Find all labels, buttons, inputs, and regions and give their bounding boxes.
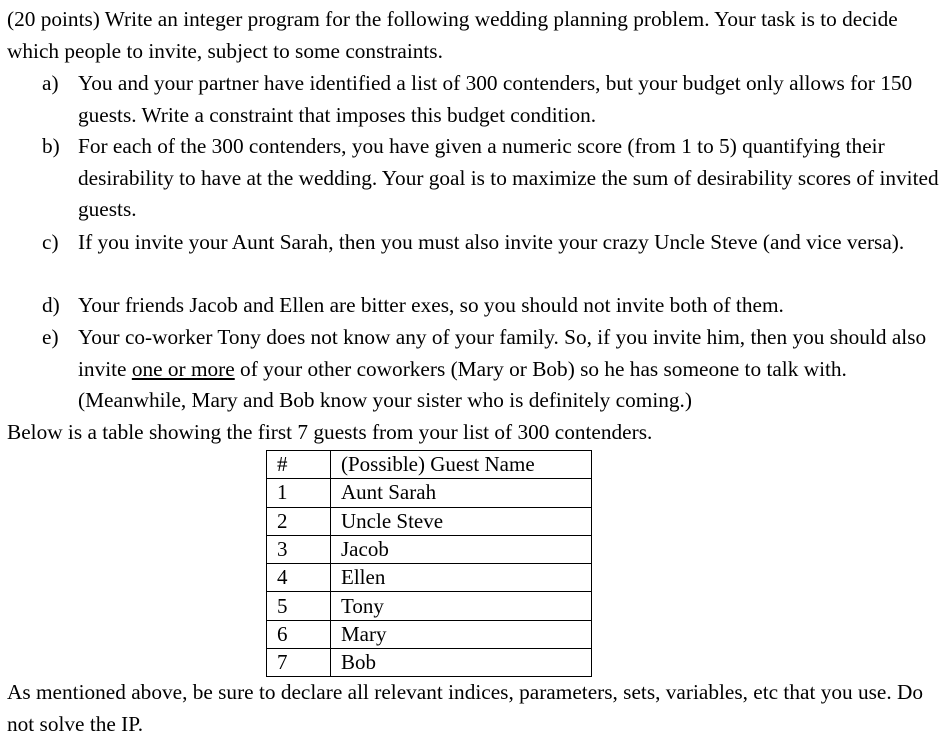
table-header-row: [267, 451, 592, 479]
guest-number: 5: [267, 592, 331, 620]
part-e-label: e): [42, 325, 59, 349]
table-row: [267, 535, 592, 563]
table-row: [267, 649, 592, 677]
part-e-text-before: Your co-worker Tony does not know any of your family. So, if you invite him, then you should also invite: [78, 325, 927, 381]
part-c: [42, 227, 942, 259]
part-e: [42, 322, 942, 417]
guest-number: 6: [267, 620, 331, 648]
part-a-text: You and your partner have identified a list of 300 contenders, but your budget only allows for 150 guests. Write a constraint that imposes this budget condition.: [78, 71, 913, 127]
table-header-number: #: [267, 451, 331, 479]
guest-name: Ellen: [331, 564, 592, 592]
guest-number: 3: [267, 535, 331, 563]
part-a-label: a): [42, 71, 59, 95]
part-e-text-after: of your other coworkers (Mary or Bob) so he has someone to talk with. (Meanwhile, Mary and Bob know your sister who is definitely coming.): [78, 356, 847, 412]
guest-table: [266, 450, 592, 677]
problem-intro: (20 points) Write an integer program for the following wedding planning problem. Your task is to decide which people to invite, subject to some constraints.: [7, 7, 898, 63]
table-row: [267, 507, 592, 535]
part-c-text: If you invite your Aunt Sarah, then you must also invite your crazy Uncle Steve (and vice versa).: [78, 230, 905, 254]
closing-instructions: As mentioned above, be sure to declare all relevant indices, parameters, sets, variables, etc that you use. Do not solve the IP.: [7, 680, 924, 736]
guest-name: Mary: [331, 620, 592, 648]
table-row: [267, 620, 592, 648]
guest-number: 1: [267, 479, 331, 507]
part-d-label: d): [42, 293, 60, 317]
guest-name: Aunt Sarah: [331, 479, 592, 507]
part-b: [42, 131, 942, 226]
table-row: [267, 564, 592, 592]
guest-number: 7: [267, 649, 331, 677]
guest-number: 4: [267, 564, 331, 592]
part-a: [42, 68, 942, 131]
part-d-text: Your friends Jacob and Ellen are bitter exes, so you should not invite both of them.: [78, 293, 784, 317]
part-b-label: b): [42, 134, 60, 158]
guest-name: Jacob: [331, 535, 592, 563]
table-header-name: (Possible) Guest Name: [331, 451, 592, 479]
part-c-label: c): [42, 230, 59, 254]
table-intro: Below is a table showing the first 7 guests from your list of 300 contenders.: [7, 420, 653, 444]
part-b-text: For each of the 300 contenders, you have given a numeric score (from 1 to 5) quantifying their desirability to have at the wedding. Your goal is to maximize the sum of desirability scores of invited guests.: [78, 134, 939, 221]
part-e-text: [78, 322, 942, 417]
guest-name: Tony: [331, 592, 592, 620]
part-e-underlined-text: one or more: [131, 356, 235, 381]
part-d: [42, 290, 942, 322]
table-row: [267, 479, 592, 507]
guest-name: Bob: [331, 649, 592, 677]
table-row: [267, 592, 592, 620]
guest-name: Uncle Steve: [331, 507, 592, 535]
guest-number: 2: [267, 507, 331, 535]
